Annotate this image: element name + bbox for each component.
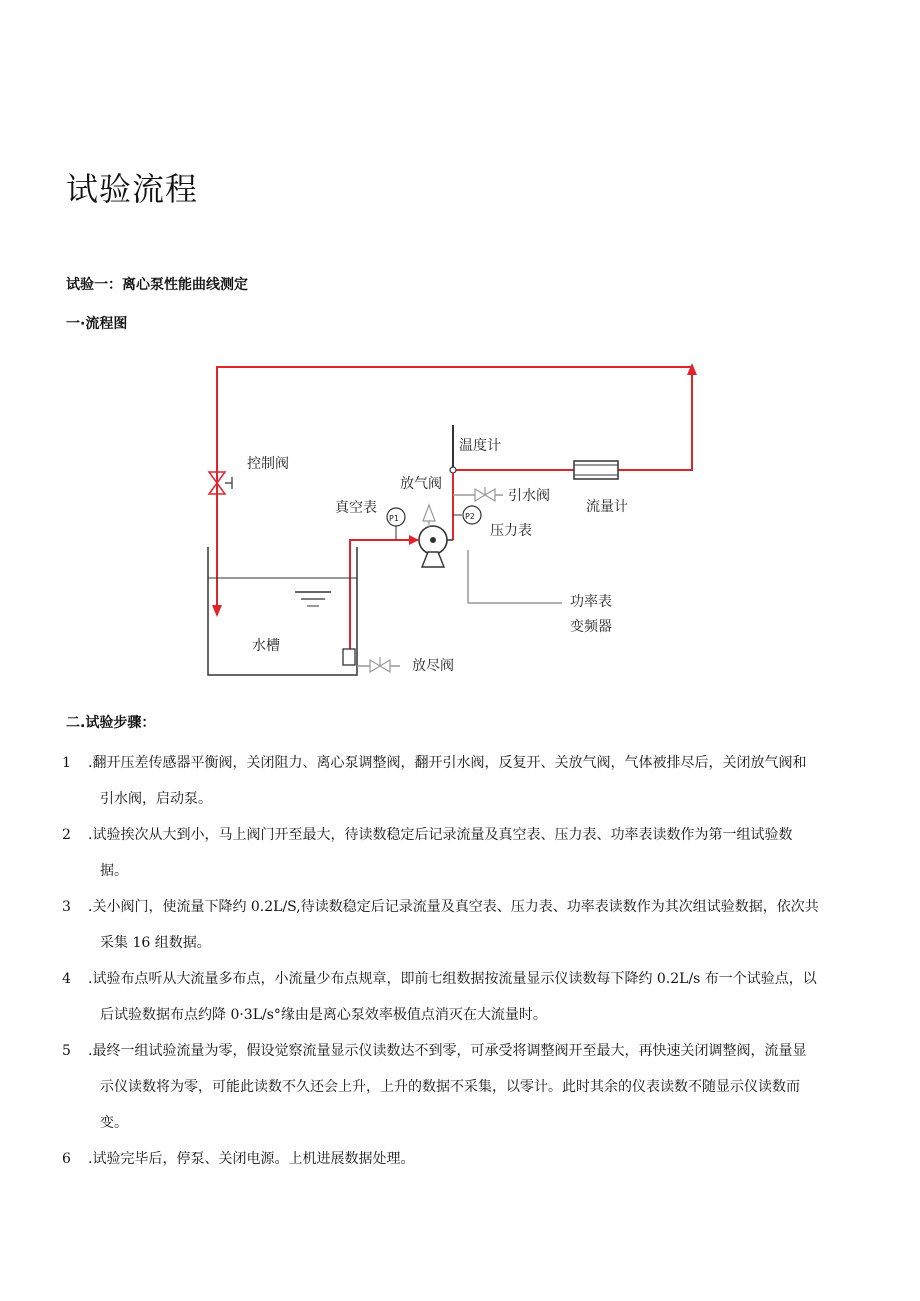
label-thermometer: 温度计 — [459, 438, 501, 454]
flowmeter-icon — [574, 461, 618, 479]
process-flow-diagram — [200, 355, 710, 685]
list-item — [62, 745, 852, 817]
step-text: .翻开压差传感器平衡阀，关闭阻力、离心泵调整阀，翻开引水阀，反复开、关放气阀，气体被排尽后，关闭放气阀和 — [88, 755, 807, 771]
p2-label: P2 — [465, 512, 475, 521]
step-text: .试验完毕后，停泵、关闭电源。上机进展数据处理。 — [88, 1151, 415, 1167]
step-number: 5 — [62, 1043, 71, 1059]
list-item — [62, 1033, 852, 1141]
section-flowchart-heading: 一·流程图 — [66, 316, 128, 332]
step-text-cont: 后试验数据布点约降 0·3L/s°缘由是离心泵效率极值点消灭在大流量时。 — [100, 1007, 547, 1023]
step-text-cont: 据。 — [100, 863, 128, 879]
label-priming-valve: 引水阀 — [508, 488, 550, 504]
section-steps-heading: 二.试验步骤： — [66, 715, 156, 731]
step-text-cont: 示仪读数将为零，可能此读数不久还会上升，上升的数据不采集，以零计。此时其余的仪表读数不随显示仪读数而 — [100, 1079, 800, 1095]
label-inverter: 变频器 — [570, 619, 612, 635]
step-text: .关小阀门，使流量下降约 0.2L/S,待读数稳定后记录流量及真空表、压力表、功率表读数作为其次组试验数据，依次共 — [88, 899, 819, 915]
water-tank-icon — [208, 547, 357, 675]
step-number: 3 — [62, 899, 71, 915]
step-text: .试验挨次从大到小，马上阀门开至最大，待读数稳定后记录流量及真空表、压力表、功率表读数作为第一组试验数 — [88, 827, 793, 843]
page-title: 试验流程 — [66, 170, 199, 208]
experiment-title: 试验一：离心泵性能曲线测定 — [66, 277, 248, 293]
step-text-cont: 引水阀，启动泵。 — [100, 791, 212, 807]
list-item — [62, 1141, 852, 1177]
step-text-cont: 变。 — [100, 1115, 128, 1131]
label-water-tank: 水槽 — [252, 638, 280, 654]
step-text: .试验布点听从大流量多布点，小流量少布点规章，即前七组数据按流量显示仪读数每下降约 0.2L/s 布一个试验点，以 — [88, 971, 817, 987]
priming-valve-icon — [475, 489, 485, 501]
label-vent-valve: 放气阀 — [400, 476, 442, 492]
flow-arrow-down — [212, 605, 222, 617]
steps-list — [62, 745, 852, 1177]
label-power-meter: 功率表 — [570, 594, 612, 610]
label-flowmeter: 流量计 — [586, 499, 628, 515]
label-drain-valve: 放尽阀 — [412, 658, 454, 674]
foot-valve-icon — [343, 649, 355, 665]
p1-label: P1 — [389, 514, 399, 523]
drain-valve-icon — [370, 660, 380, 672]
label-control-valve: 控制阀 — [247, 456, 289, 472]
step-number: 1 — [62, 755, 71, 771]
list-item — [62, 889, 852, 961]
label-vacuum-gauge: 真空表 — [335, 500, 377, 516]
vent-valve-icon — [423, 505, 435, 521]
power-meter-wire — [468, 550, 562, 603]
label-pressure-gauge: 压力表 — [490, 523, 532, 539]
step-number: 6 — [62, 1151, 71, 1167]
step-text: .最终一组试验流量为零，假设觉察流量显示仪读数达不到零，可承受将调整阀开至最大，再快速关闭调整阀，流量显 — [88, 1043, 807, 1059]
flow-arrow-top — [687, 363, 697, 375]
step-text-cont: 采集 16 组数据。 — [100, 935, 211, 951]
list-item — [62, 961, 852, 1033]
step-number: 2 — [62, 827, 71, 843]
list-item — [62, 817, 852, 889]
step-number: 4 — [62, 971, 71, 987]
suction-pipe — [350, 540, 419, 655]
